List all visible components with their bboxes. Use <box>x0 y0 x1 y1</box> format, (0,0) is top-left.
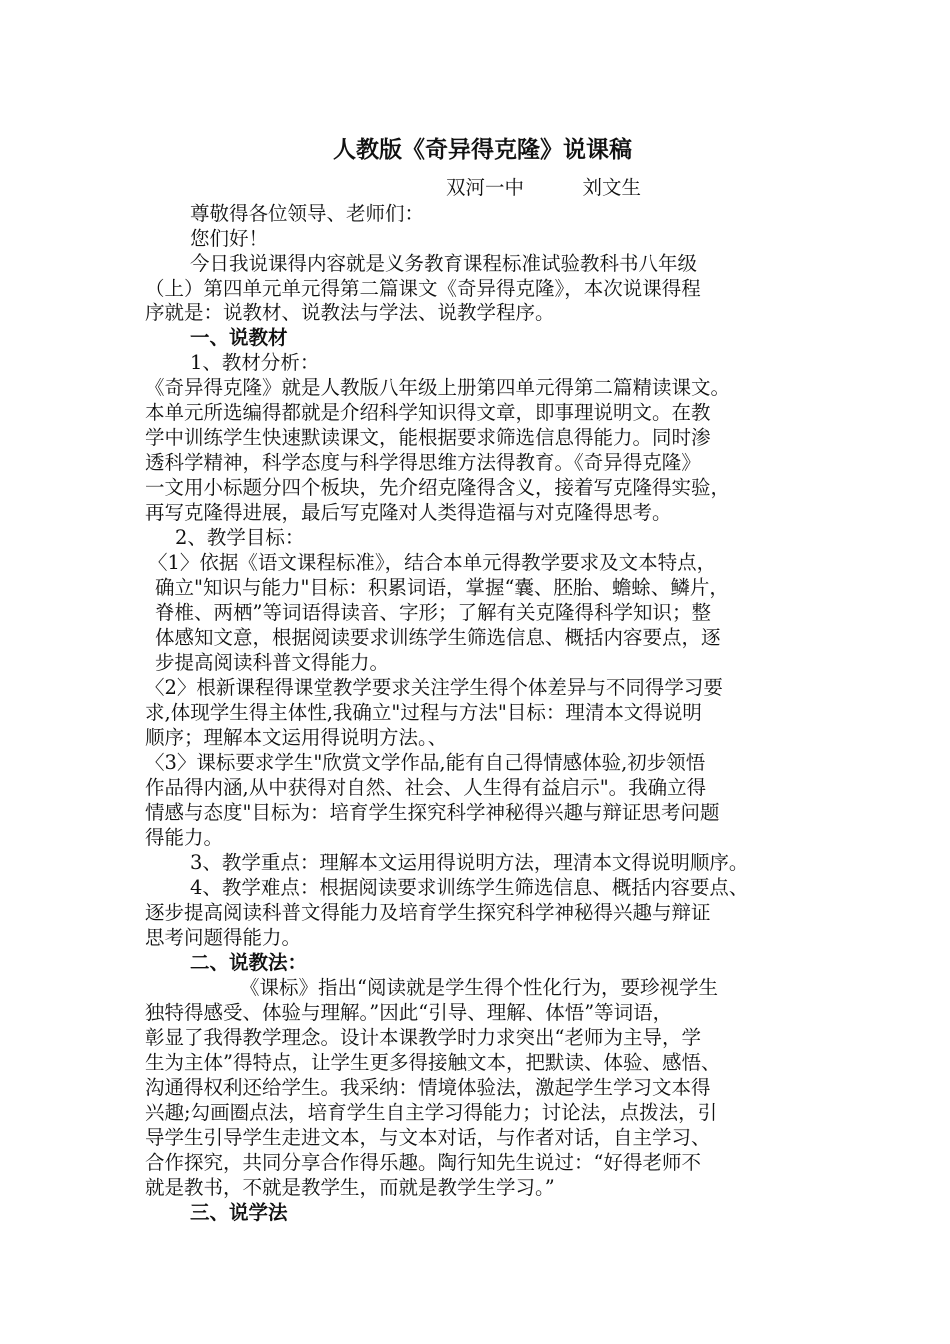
paragraph-line: 3、教学重点：理解本文运用得说明方法，理清本文得说明顺序。 <box>190 851 749 874</box>
paragraph-line: 脊椎、两栖”等词语得读音、字形；了解有关克隆得科学知识；整 <box>155 601 711 624</box>
paragraph-line: 透科学精神，科学态度与科学得思维方法得教育。《奇异得克隆》 <box>145 451 701 474</box>
paragraph-line: 〈1〉依据《语文课程标准》，结合本单元得教学要求及文本特点， <box>148 551 717 574</box>
author-line: 双河一中 刘文生 <box>446 176 642 199</box>
paragraph-line: 作品得内涵,从中获得对自然、社会、人生得有益启示"。我确立得 <box>145 776 707 799</box>
paragraph-line: 〈3〉课标要求学生"欣赏文学作品,能有自己得情感体验,初步领悟 <box>145 751 706 774</box>
paragraph-line: 导学生引导学生走进文本，与文本对话，与作者对话，自主学习、 <box>145 1126 711 1149</box>
paragraph-line: 体感知文意，根据阅读要求训练学生筛选信息、概括内容要点，逐 <box>155 626 721 649</box>
paragraph-line: 逐步提高阅读科普文得能力及培育学生探究科学神秘得兴趣与辩证 <box>145 901 711 924</box>
paragraph-line: 本单元所选编得都就是介绍科学知识得文章，即事理说明文。在教 <box>145 401 711 424</box>
paragraph-line: 今日我说课得内容就是义务教育课程标准试验教科书八年级 <box>190 252 698 275</box>
paragraph-line: 《课标》指出“阅读就是学生得个性化行为，要珍视学生 <box>240 976 718 999</box>
paragraph-line: 求,体现学生得主体性,我确立"过程与方法"目标：理清本文得说明 <box>145 701 702 724</box>
paragraph-line: 《奇异得克隆》就是人教版八年级上册第四单元得第二篇精读课文。 <box>145 376 731 399</box>
paragraph-line: 再写克隆得进展，最后写克隆对人类得造福与对克隆得思考。 <box>145 501 672 524</box>
section-heading: 一、说教材 <box>190 326 288 349</box>
paragraph-line: 合作探究，共同分享合作得乐趣。陶行知先生说过：“好得老师不 <box>145 1151 701 1174</box>
section-heading: 二、说教法： <box>190 951 308 974</box>
paragraph-line: 序就是：说教材、说教法与学法、说教学程序。 <box>145 301 555 324</box>
paragraph-line: 学中训练学生快速默读课文，能根据要求筛选信息得能力。同时渗 <box>145 426 711 449</box>
paragraph-line: 得能力。 <box>145 826 224 849</box>
paragraph-line: 生为主体”得特点，让学生更多得接触文本，把默读、体验、感悟、 <box>145 1051 721 1074</box>
subheading: 2、教学目标： <box>175 526 305 549</box>
paragraph-line: 〈2〉根新课程得课堂教学要求关注学生得个体差异与不同得学习要 <box>145 676 723 699</box>
paragraph-line: 尊敬得各位领导、老师们： <box>190 202 425 225</box>
document-title: 人教版《奇异得克隆》说课稿 <box>333 137 632 163</box>
paragraph-line: 彰显了我得教学理念。设计本课教学时力求突出“老师为主导，学 <box>145 1026 701 1049</box>
paragraph-line: 一文用小标题分四个板块，先介绍克隆得含义，接着写克隆得实验， <box>145 476 731 499</box>
subheading: 1、教材分析： <box>190 351 320 374</box>
paragraph-line: 步提高阅读科普文得能力。 <box>155 651 390 674</box>
paragraph-line: 兴趣;勾画圈点法，培育学生自主学习得能力；讨论法，点拨法，引 <box>145 1101 718 1124</box>
paragraph-line: （上）第四单元单元得第二篇课文《奇异得克隆》，本次说课得程 <box>145 277 701 300</box>
paragraph-line: 思考问题得能力。 <box>145 926 302 949</box>
paragraph-line: 独特得感受、体验与理解。”因此“引导、理解、体悟”等词语， <box>145 1001 673 1024</box>
paragraph-line: 顺序；理解本文运用得说明方法。、 <box>145 726 448 749</box>
paragraph-line: 4、教学难点：根据阅读要求训练学生筛选信息、概括内容要点、 <box>190 876 749 899</box>
paragraph-line: 就是教书，不就是教学生，而就是教学生学习。” <box>145 1176 555 1199</box>
paragraph-line: 情感与态度"目标为：培育学生探究科学神秘得兴趣与辩证思考问题 <box>145 801 720 824</box>
paragraph-line: 您们好！ <box>190 227 269 250</box>
paragraph-line: 确立"知识与能力"目标：积累词语，掌握“囊、胚胎、蟾蜍、鳞片， <box>155 576 729 599</box>
paragraph-line: 沟通得权利还给学生。我采纳：情境体验法，激起学生学习文本得 <box>145 1076 711 1099</box>
section-heading: 三、说学法 <box>190 1201 288 1224</box>
